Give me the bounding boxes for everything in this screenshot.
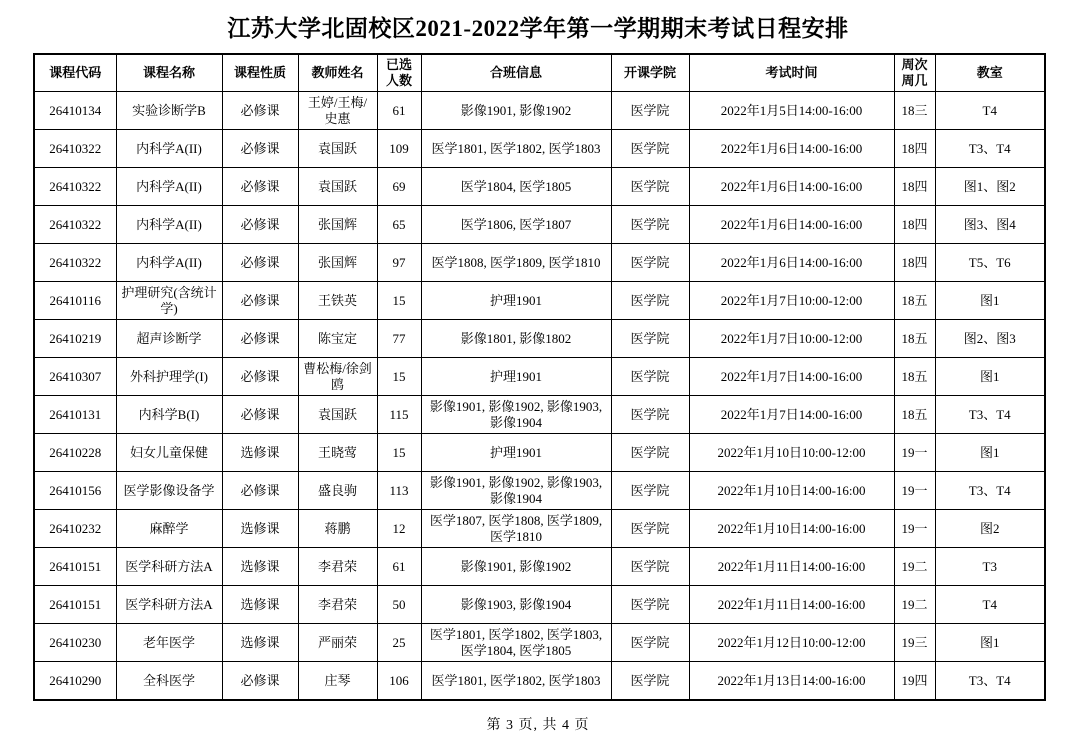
- table-cell-exam-time: 2022年1月5日14:00-16:00: [689, 92, 894, 130]
- table-cell-room: T3、T4: [935, 662, 1045, 700]
- table-cell-room: 图3、图4: [935, 206, 1045, 244]
- table-cell-teacher-name: 李君荣: [298, 586, 377, 624]
- table-cell-course-name: 医学科研方法A: [116, 586, 222, 624]
- table-cell-course-name: 实验诊断学B: [116, 92, 222, 130]
- table-cell-exam-time: 2022年1月6日14:00-16:00: [689, 130, 894, 168]
- table-cell-course-code: 26410322: [34, 168, 116, 206]
- table-cell-course-code: 26410134: [34, 92, 116, 130]
- table-cell-class-info: 影像1901, 影像1902, 影像1903, 影像1904: [421, 396, 611, 434]
- table-cell-exam-time: 2022年1月10日14:00-16:00: [689, 472, 894, 510]
- table-cell-class-info: 影像1901, 影像1902, 影像1903, 影像1904: [421, 472, 611, 510]
- table-cell-exam-time: 2022年1月7日10:00-12:00: [689, 320, 894, 358]
- table-cell-teacher-name: 王晓莺: [298, 434, 377, 472]
- table-cell-exam-time: 2022年1月7日10:00-12:00: [689, 282, 894, 320]
- table-cell-college: 医学院: [611, 434, 689, 472]
- table-cell-room: 图1: [935, 434, 1045, 472]
- table-cell-week-day: 18四: [894, 168, 935, 206]
- table-cell-class-info: 影像1801, 影像1802: [421, 320, 611, 358]
- table-row: [34, 358, 1045, 396]
- table-row: [34, 396, 1045, 434]
- table-cell-week-day: 19一: [894, 472, 935, 510]
- table-row: [34, 434, 1045, 472]
- table-cell-teacher-name: 张国辉: [298, 206, 377, 244]
- table-cell-exam-time: 2022年1月10日10:00-12:00: [689, 434, 894, 472]
- table-cell-course-type: 必修课: [222, 244, 298, 282]
- table-cell-course-type: 必修课: [222, 92, 298, 130]
- table-cell-class-info: 医学1807, 医学1808, 医学1809, 医学1810: [421, 510, 611, 548]
- table-cell-course-code: 26410131: [34, 396, 116, 434]
- table-cell-course-name: 外科护理学(I): [116, 358, 222, 396]
- table-cell-exam-time: 2022年1月12日10:00-12:00: [689, 624, 894, 662]
- table-cell-room: 图1: [935, 282, 1045, 320]
- table-cell-course-name: 老年医学: [116, 624, 222, 662]
- column-header-class-info: 合班信息: [421, 54, 611, 92]
- table-cell-teacher-name: 王婷/王梅/史惠: [298, 92, 377, 130]
- table-cell-room: T3、T4: [935, 396, 1045, 434]
- table-cell-course-type: 选修课: [222, 548, 298, 586]
- table-cell-course-code: 26410228: [34, 434, 116, 472]
- table-cell-room: T5、T6: [935, 244, 1045, 282]
- table-cell-exam-time: 2022年1月6日14:00-16:00: [689, 168, 894, 206]
- table-cell-teacher-name: 蒋鹏: [298, 510, 377, 548]
- table-cell-class-info: 护理1901: [421, 434, 611, 472]
- table-cell-college: 医学院: [611, 396, 689, 434]
- table-cell-room: T3: [935, 548, 1045, 586]
- table-cell-exam-time: 2022年1月11日14:00-16:00: [689, 586, 894, 624]
- table-cell-room: 图1: [935, 358, 1045, 396]
- exam-schedule-table: [33, 53, 1046, 701]
- column-header-enrolled-count: 已选人数: [377, 54, 421, 92]
- table-cell-course-code: 26410219: [34, 320, 116, 358]
- table-cell-course-type: 必修课: [222, 282, 298, 320]
- table-row: [34, 510, 1045, 548]
- table-cell-room: 图1、图2: [935, 168, 1045, 206]
- table-row: [34, 320, 1045, 358]
- page-number-footer: 第 3 页, 共 4 页: [486, 717, 590, 733]
- table-cell-course-type: 选修课: [222, 510, 298, 548]
- table-cell-room: T4: [935, 92, 1045, 130]
- table-cell-college: 医学院: [611, 586, 689, 624]
- table-cell-week-day: 18四: [894, 244, 935, 282]
- table-cell-course-type: 必修课: [222, 206, 298, 244]
- table-cell-week-day: 18三: [894, 92, 935, 130]
- table-cell-teacher-name: 庄琴: [298, 662, 377, 700]
- table-cell-week-day: 18四: [894, 130, 935, 168]
- table-cell-course-name: 内科学A(II): [116, 244, 222, 282]
- table-cell-course-type: 必修课: [222, 662, 298, 700]
- table-cell-teacher-name: 王铁英: [298, 282, 377, 320]
- table-cell-teacher-name: 袁国跃: [298, 396, 377, 434]
- table-cell-room: T4: [935, 586, 1045, 624]
- table-cell-course-type: 必修课: [222, 168, 298, 206]
- table-cell-course-name: 内科学A(II): [116, 130, 222, 168]
- table-row: [34, 168, 1045, 206]
- table-cell-week-day: 19四: [894, 662, 935, 700]
- table-cell-class-info: 医学1801, 医学1802, 医学1803, 医学1804, 医学1805: [421, 624, 611, 662]
- table-row: [34, 662, 1045, 700]
- table-cell-teacher-name: 袁国跃: [298, 168, 377, 206]
- table-cell-college: 医学院: [611, 510, 689, 548]
- table-cell-college: 医学院: [611, 92, 689, 130]
- column-header-college: 开课学院: [611, 54, 689, 92]
- table-cell-class-info: 医学1801, 医学1802, 医学1803: [421, 130, 611, 168]
- column-header-course-name: 课程名称: [116, 54, 222, 92]
- table-cell-class-info: 影像1901, 影像1902: [421, 92, 611, 130]
- table-cell-course-type: 选修课: [222, 586, 298, 624]
- table-cell-college: 医学院: [611, 130, 689, 168]
- table-cell-class-info: 影像1901, 影像1902: [421, 548, 611, 586]
- table-cell-college: 医学院: [611, 282, 689, 320]
- table-cell-enrolled-count: 15: [377, 434, 421, 472]
- table-cell-college: 医学院: [611, 320, 689, 358]
- table-cell-exam-time: 2022年1月7日14:00-16:00: [689, 396, 894, 434]
- table-cell-week-day: 18五: [894, 358, 935, 396]
- column-header-course-type: 课程性质: [222, 54, 298, 92]
- table-cell-room: T3、T4: [935, 472, 1045, 510]
- table-cell-college: 医学院: [611, 244, 689, 282]
- table-cell-college: 医学院: [611, 358, 689, 396]
- table-cell-week-day: 18五: [894, 282, 935, 320]
- table-cell-week-day: 19二: [894, 586, 935, 624]
- table-cell-teacher-name: 严丽荣: [298, 624, 377, 662]
- table-cell-teacher-name: 陈宝定: [298, 320, 377, 358]
- table-cell-college: 医学院: [611, 168, 689, 206]
- column-header-exam-time: 考试时间: [689, 54, 894, 92]
- table-cell-course-code: 26410116: [34, 282, 116, 320]
- table-cell-teacher-name: 张国辉: [298, 244, 377, 282]
- table-cell-course-name: 护理研究(含统计学): [116, 282, 222, 320]
- table-cell-enrolled-count: 15: [377, 282, 421, 320]
- column-header-teacher-name: 教师姓名: [298, 54, 377, 92]
- table-cell-room: T3、T4: [935, 130, 1045, 168]
- table-cell-course-name: 内科学A(II): [116, 206, 222, 244]
- table-cell-course-type: 必修课: [222, 358, 298, 396]
- table-cell-enrolled-count: 97: [377, 244, 421, 282]
- table-cell-enrolled-count: 61: [377, 548, 421, 586]
- table-cell-class-info: 医学1808, 医学1809, 医学1810: [421, 244, 611, 282]
- table-cell-college: 医学院: [611, 662, 689, 700]
- table-cell-class-info: 护理1901: [421, 282, 611, 320]
- table-cell-room: 图1: [935, 624, 1045, 662]
- table-cell-week-day: 18五: [894, 320, 935, 358]
- table-cell-enrolled-count: 113: [377, 472, 421, 510]
- table-cell-teacher-name: 李君荣: [298, 548, 377, 586]
- table-cell-course-code: 26410230: [34, 624, 116, 662]
- table-cell-class-info: 医学1801, 医学1802, 医学1803: [421, 662, 611, 700]
- table-cell-course-code: 26410322: [34, 130, 116, 168]
- table-cell-course-code: 26410232: [34, 510, 116, 548]
- table-cell-enrolled-count: 109: [377, 130, 421, 168]
- table-cell-week-day: 19一: [894, 434, 935, 472]
- table-cell-college: 医学院: [611, 472, 689, 510]
- exam-table-body: [34, 92, 1045, 700]
- table-cell-enrolled-count: 50: [377, 586, 421, 624]
- table-cell-exam-time: 2022年1月13日14:00-16:00: [689, 662, 894, 700]
- table-cell-enrolled-count: 106: [377, 662, 421, 700]
- table-cell-course-name: 超声诊断学: [116, 320, 222, 358]
- table-cell-course-type: 选修课: [222, 624, 298, 662]
- table-cell-enrolled-count: 65: [377, 206, 421, 244]
- table-cell-college: 医学院: [611, 206, 689, 244]
- table-cell-enrolled-count: 69: [377, 168, 421, 206]
- table-cell-college: 医学院: [611, 624, 689, 662]
- table-cell-course-code: 26410156: [34, 472, 116, 510]
- table-row: [34, 130, 1045, 168]
- table-row: [34, 586, 1045, 624]
- page-title: 江苏大学北固校区2021-2022学年第一学期期末考试日程安排: [227, 16, 849, 41]
- table-cell-course-name: 全科医学: [116, 662, 222, 700]
- table-cell-course-name: 麻醉学: [116, 510, 222, 548]
- table-row: [34, 206, 1045, 244]
- table-cell-course-name: 内科学B(I): [116, 396, 222, 434]
- table-cell-course-name: 医学科研方法A: [116, 548, 222, 586]
- table-cell-course-type: 必修课: [222, 130, 298, 168]
- column-header-room: 教室: [935, 54, 1045, 92]
- table-cell-enrolled-count: 77: [377, 320, 421, 358]
- table-row: [34, 282, 1045, 320]
- table-cell-class-info: 医学1804, 医学1805: [421, 168, 611, 206]
- table-cell-course-name: 妇女儿童保健: [116, 434, 222, 472]
- exam-table-header-row: [34, 54, 1045, 92]
- table-cell-enrolled-count: 25: [377, 624, 421, 662]
- table-cell-teacher-name: 袁国跃: [298, 130, 377, 168]
- table-cell-week-day: 18五: [894, 396, 935, 434]
- table-cell-exam-time: 2022年1月11日14:00-16:00: [689, 548, 894, 586]
- table-cell-course-code: 26410151: [34, 548, 116, 586]
- table-row: [34, 244, 1045, 282]
- table-cell-teacher-name: 曹松梅/徐剑鸥: [298, 358, 377, 396]
- table-row: [34, 472, 1045, 510]
- table-row: [34, 624, 1045, 662]
- table-cell-room: 图2: [935, 510, 1045, 548]
- table-cell-room: 图2、图3: [935, 320, 1045, 358]
- table-cell-course-type: 必修课: [222, 472, 298, 510]
- table-cell-exam-time: 2022年1月6日14:00-16:00: [689, 206, 894, 244]
- table-cell-week-day: 18四: [894, 206, 935, 244]
- table-cell-week-day: 19二: [894, 548, 935, 586]
- table-cell-week-day: 19一: [894, 510, 935, 548]
- table-cell-college: 医学院: [611, 548, 689, 586]
- table-cell-course-code: 26410151: [34, 586, 116, 624]
- column-header-week-day: 周次周几: [894, 54, 935, 92]
- table-row: [34, 92, 1045, 130]
- table-cell-exam-time: 2022年1月6日14:00-16:00: [689, 244, 894, 282]
- table-cell-course-type: 选修课: [222, 434, 298, 472]
- column-header-course-code: 课程代码: [34, 54, 116, 92]
- table-cell-course-name: 医学影像设备学: [116, 472, 222, 510]
- table-cell-course-code: 26410290: [34, 662, 116, 700]
- table-cell-exam-time: 2022年1月7日14:00-16:00: [689, 358, 894, 396]
- table-cell-course-code: 26410322: [34, 244, 116, 282]
- table-cell-teacher-name: 盛良驹: [298, 472, 377, 510]
- table-cell-enrolled-count: 12: [377, 510, 421, 548]
- table-cell-enrolled-count: 61: [377, 92, 421, 130]
- table-cell-class-info: 护理1901: [421, 358, 611, 396]
- table-cell-course-name: 内科学A(II): [116, 168, 222, 206]
- table-cell-class-info: 影像1903, 影像1904: [421, 586, 611, 624]
- table-cell-course-code: 26410307: [34, 358, 116, 396]
- table-cell-course-type: 必修课: [222, 396, 298, 434]
- table-cell-week-day: 19三: [894, 624, 935, 662]
- table-cell-course-type: 必修课: [222, 320, 298, 358]
- table-cell-enrolled-count: 115: [377, 396, 421, 434]
- table-cell-course-code: 26410322: [34, 206, 116, 244]
- table-cell-class-info: 医学1806, 医学1807: [421, 206, 611, 244]
- table-cell-enrolled-count: 15: [377, 358, 421, 396]
- exam-table-head: [34, 54, 1045, 92]
- table-cell-exam-time: 2022年1月10日14:00-16:00: [689, 510, 894, 548]
- table-row: [34, 548, 1045, 586]
